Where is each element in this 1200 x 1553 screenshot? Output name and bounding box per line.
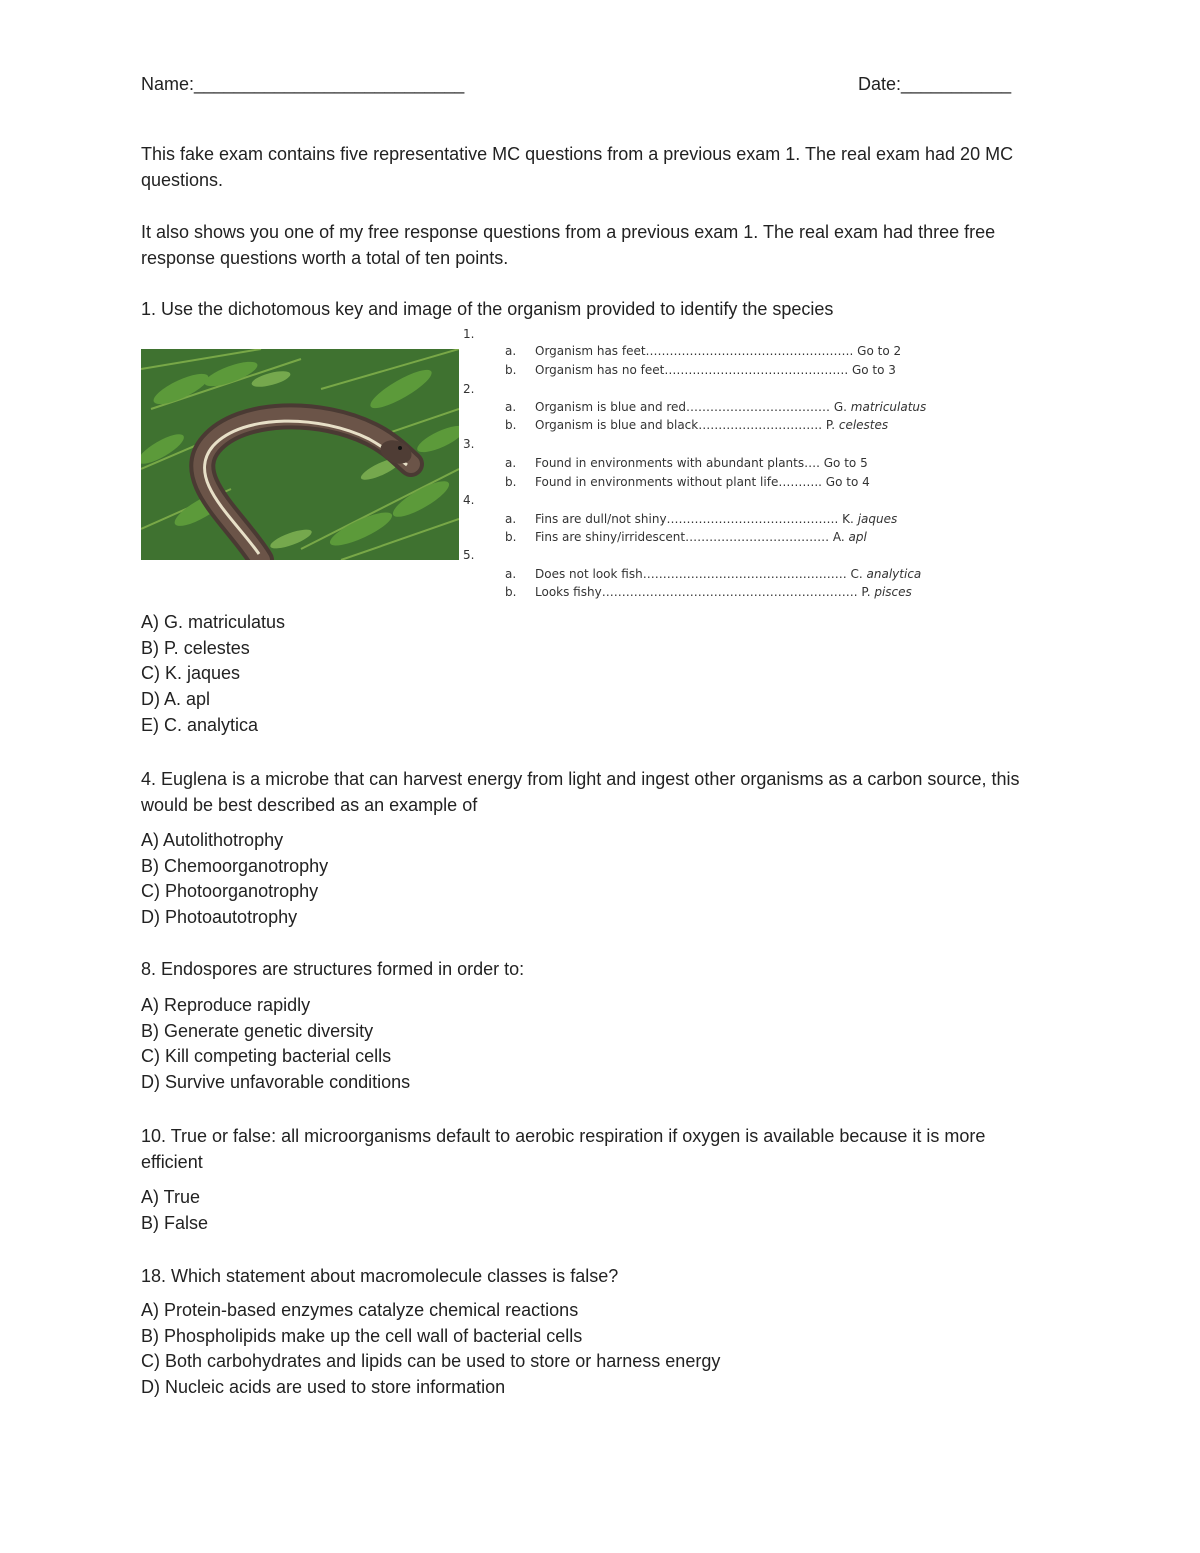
answer-option[interactable]: A) True [141,1187,201,1207]
key-letter: b. [505,585,517,599]
question-4-prompt: 4. Euglena is a microbe that can harvest energy from light and ingest other organisms as a carbon source, this would be best described as an example of [141,769,1020,815]
key-letter: b. [505,530,517,544]
key-option-text: Organism is blue and black…………………………. P. celestes [535,418,889,432]
answer-option[interactable]: A) Reproduce rapidly [141,995,311,1015]
key-option-text: Found in environments with abundant plants…. Go to 5 [535,456,868,470]
answer-option[interactable]: D) Survive unfavorable conditions [141,1072,411,1093]
question-4-options [141,828,328,931]
key-step-number: 5. [463,548,475,562]
question-8-options [141,993,410,1096]
key-option-text: Organism is blue and red……………………………… G. matriculatus [535,400,927,414]
answer-option[interactable]: B) False [141,1212,209,1233]
answer-option[interactable]: A) Protein-based enzymes catalyze chemical reactions [141,1300,579,1320]
answer-option[interactable]: A) Autolithotrophy [141,830,284,850]
key-option-text: Fins are shiny/irridescent……………………………… A. apl [535,530,867,544]
answer-option[interactable]: C) Kill competing bacterial cells [141,1046,392,1067]
key-option-text: Does not look fish…………………………………………… C. analytica [535,567,922,581]
answer-option[interactable]: C) Both carbohydrates and lipids can be used to store or harness energy [141,1351,721,1372]
question-18-prompt: 18. Which statement about macromolecule classes is false? [141,1266,619,1286]
key-letter: b. [505,418,517,432]
key-letter: a. [505,512,517,526]
intro-paragraph-2: It also shows you one of my free response questions from a previous exam 1. The real exam had three free response questions worth a total of ten points. [141,222,996,268]
question-8-prompt: 8. Endospores are structures formed in order to: [141,959,525,979]
answer-option[interactable]: B) Phospholipids make up the cell wall of bacterial cells [141,1325,583,1346]
key-letter: b. [505,475,517,489]
key-option-text: Found in environments without plant life……….. Go to 4 [535,475,870,489]
key-option-text: Organism has no feet………………………………………. Go to 3 [535,363,896,377]
key-step-number: 1. [463,327,475,341]
key-step-number: 3. [463,437,475,451]
question-1-prompt: 1. Use the dichotomous key and image of the organism provided to identify the species [141,299,834,319]
date-field[interactable]: Date:___________ [858,74,1012,94]
intro-paragraph-1: This fake exam contains five representative MC questions from a previous exam 1. The real exam had 20 MC questions. [141,144,1014,190]
answer-option[interactable]: A) G. matriculatus [141,612,286,632]
question-1-options [141,610,285,739]
key-option-text: Organism has feet……………………………………………. Go to 2 [535,344,902,358]
answer-option[interactable]: B) Chemoorganotrophy [141,855,329,876]
question-18-options [141,1298,720,1401]
answer-option[interactable]: D) Nucleic acids are used to store information [141,1377,506,1398]
answer-option[interactable]: C) K. jaques [141,663,241,684]
answer-option[interactable]: B) Generate genetic diversity [141,1020,374,1041]
answer-option[interactable]: D) Photoautotrophy [141,907,298,928]
answer-option[interactable]: D) A. apl [141,689,211,710]
question-10-options [141,1185,208,1236]
key-letter: a. [505,400,517,414]
key-letter: a. [505,344,517,358]
key-option-text: Looks fishy………………………………………………………. P. pisces [535,585,912,599]
snake-on-fern-photo [141,349,459,560]
answer-option[interactable]: E) C. analytica [141,714,259,735]
key-letter: a. [505,567,517,581]
key-letter: a. [505,456,517,470]
key-step-number: 2. [463,382,475,396]
key-option-text: Fins are dull/not shiny……………………………………. K. jaques [535,512,898,526]
name-field[interactable]: Name:___________________________ [141,74,465,94]
question-10-prompt: 10. True or false: all microorganisms default to aerobic respiration if oxygen is available because it is more efficient [141,1126,986,1172]
key-step-number: 4. [463,493,475,507]
answer-option[interactable]: C) Photoorganotrophy [141,881,319,902]
answer-option[interactable]: B) P. celestes [141,637,250,658]
key-letter: b. [505,363,517,377]
